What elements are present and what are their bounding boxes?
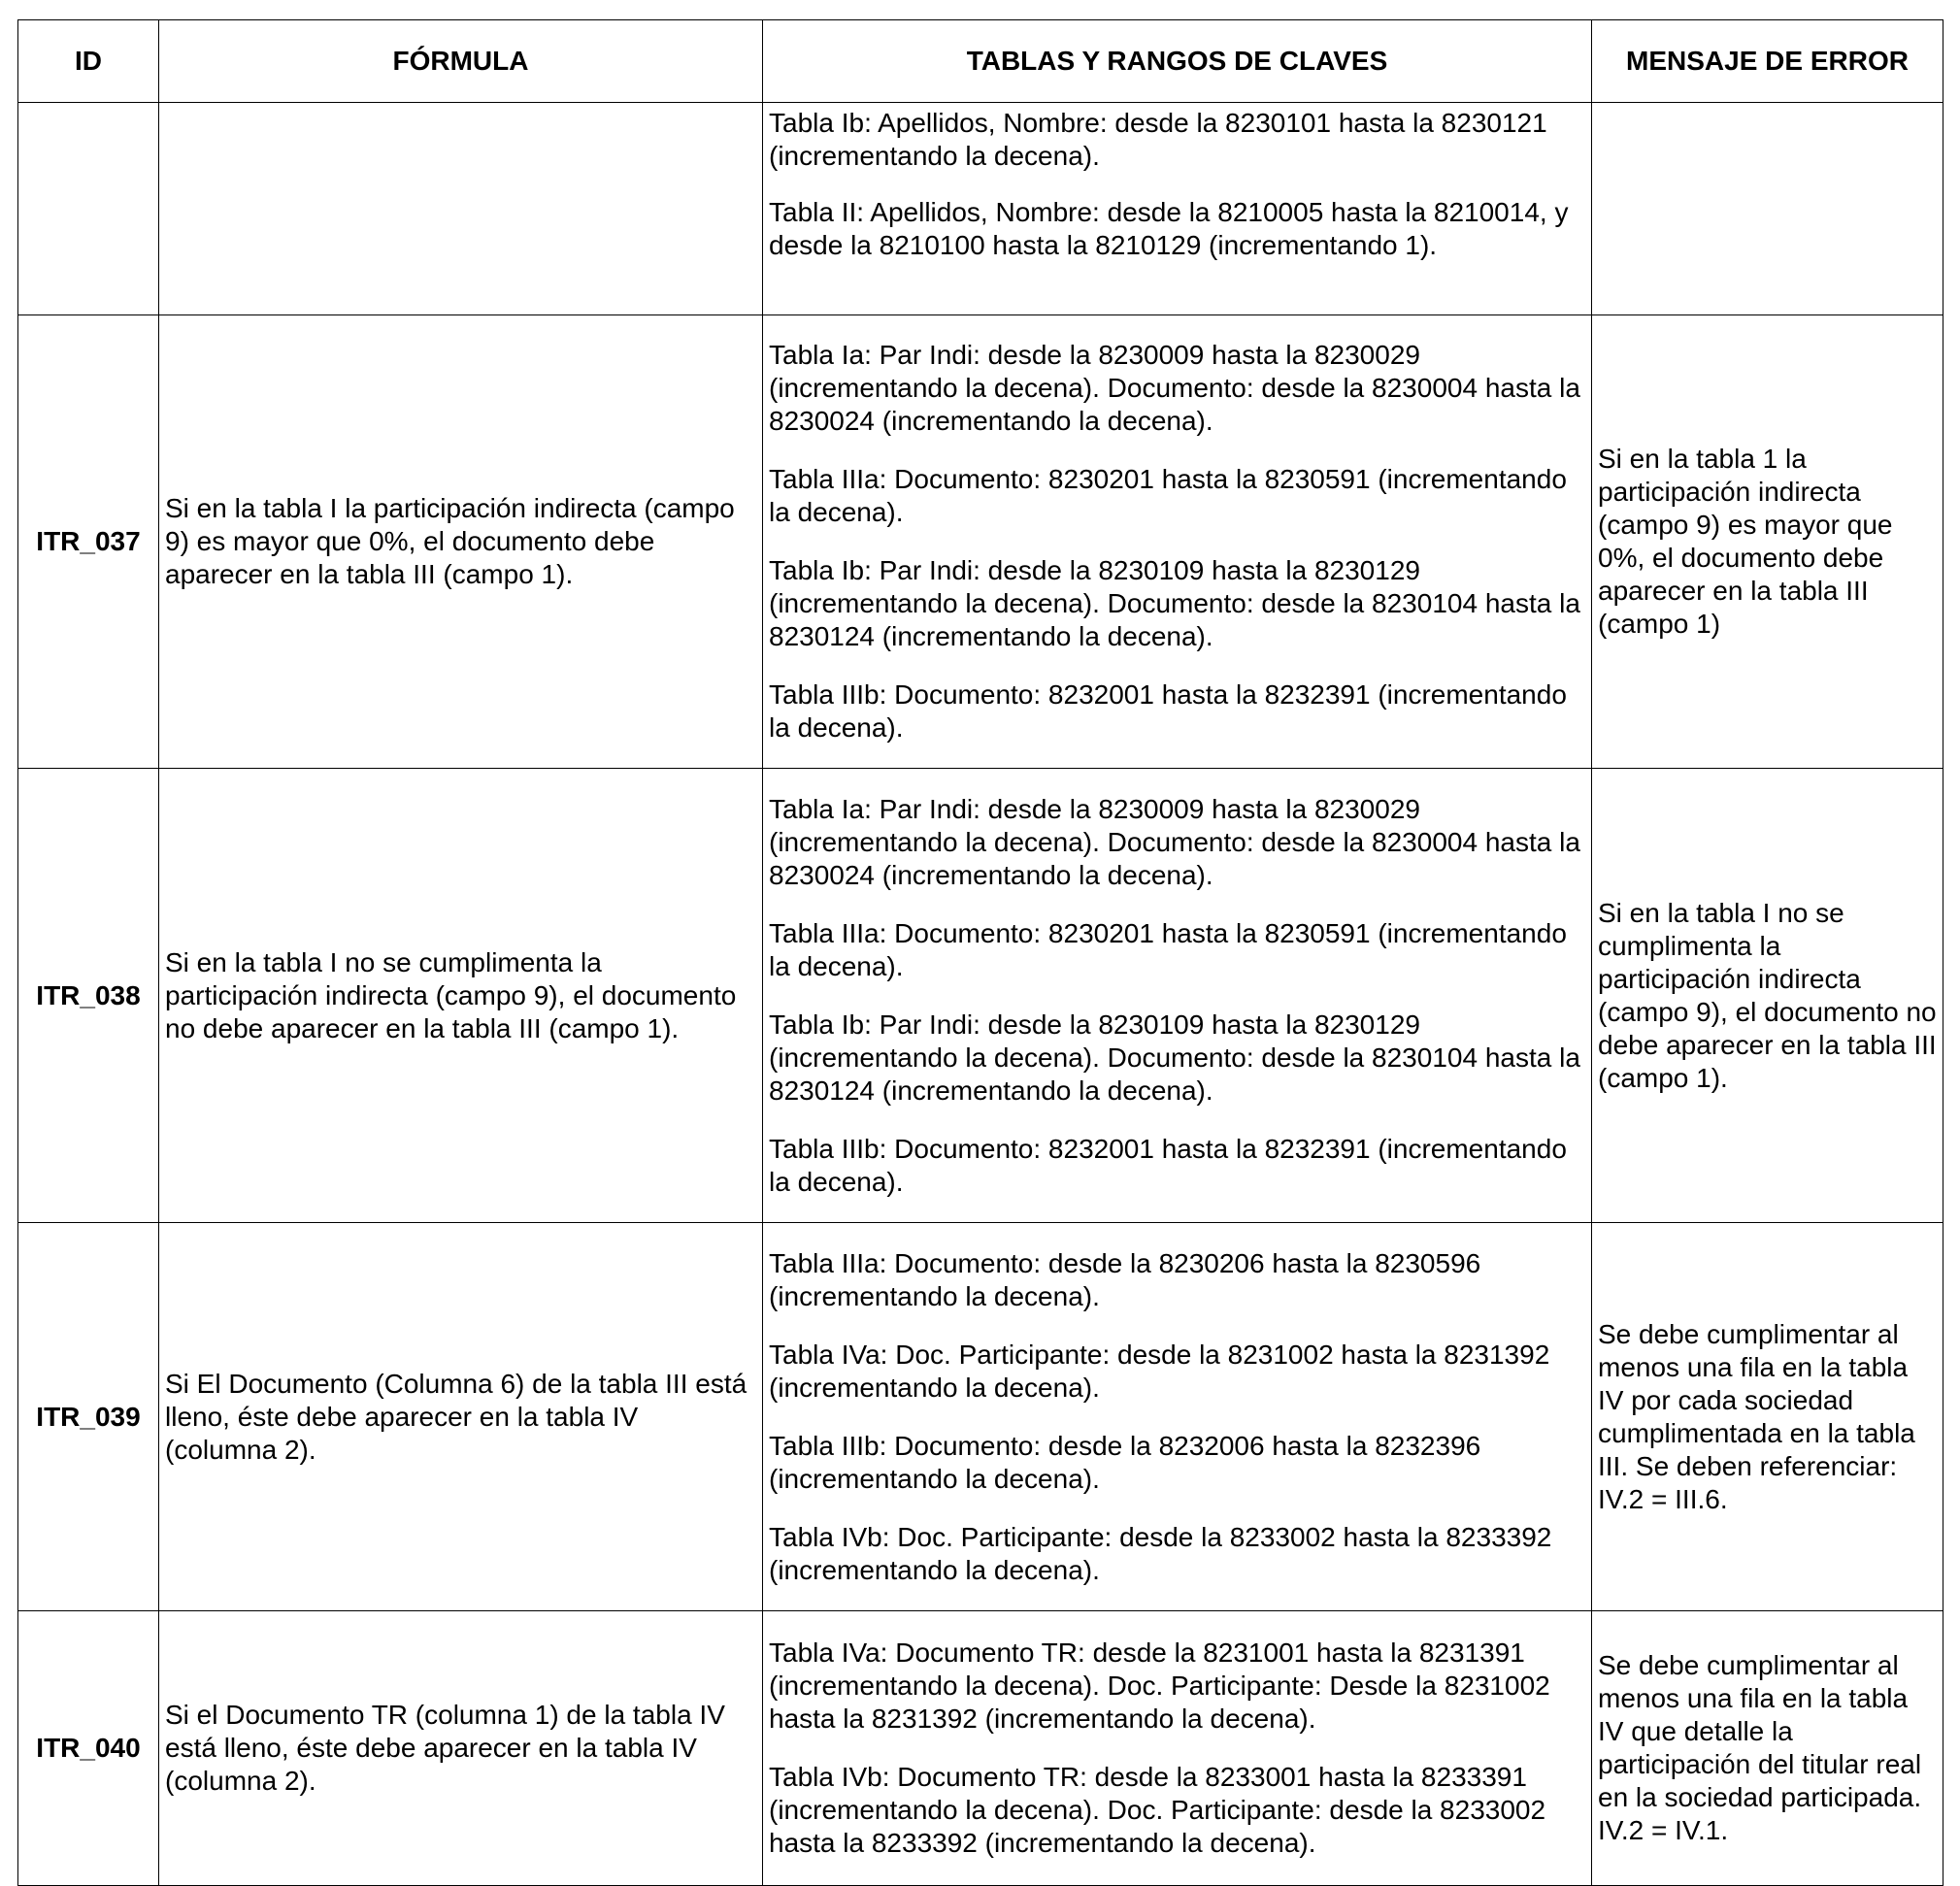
range-entry: Tabla IVa: Doc. Participante: desde la 8231002 hasta la 8231392 (incrementando la decena). bbox=[769, 1339, 1550, 1403]
row-formula bbox=[159, 103, 763, 315]
row-formula: Si en la tabla I no se cumplimenta la participación indirecta (campo 9), el documento no debe aparecer en la tabla III (campo 1). bbox=[159, 769, 763, 1223]
row-id: ITR_038 bbox=[18, 769, 159, 1223]
range-entry: Tabla IIIb: Documento: 8232001 hasta la 8232391 (incrementando la decena). bbox=[769, 679, 1567, 743]
range-entry: Tabla Ib: Apellidos, Nombre: desde la 8230101 hasta la 8230121 (incrementando la decena). bbox=[769, 108, 1547, 171]
range-entry: Tabla Ib: Par Indi: desde la 8230109 hasta la 8230129 (incrementando la decena). Documento: desde la 8230104 hasta la 8230124 (incrementando la decena). bbox=[769, 555, 1580, 651]
range-entry: Tabla Ia: Par Indi: desde la 8230009 hasta la 8230029 (incrementando la decena). Documento: desde la 8230004 hasta la 8230024 (incrementando la decena). bbox=[769, 340, 1580, 436]
row-id bbox=[18, 103, 159, 315]
range-entry: Tabla IIIb: Documento: 8232001 hasta la 8232391 (incrementando la decena). bbox=[769, 1133, 1567, 1197]
row-message: Si en la tabla I no se cumplimenta la participación indirecta (campo 9), el documento no debe aparecer en la tabla III (campo 1). bbox=[1592, 769, 1943, 1223]
row-formula: Si el Documento TR (columna 1) de la tabla IV está lleno, éste debe aparecer en la tabla IV (columna 2). bbox=[159, 1611, 763, 1886]
row-message bbox=[1592, 103, 1943, 315]
range-entry: Tabla Ib: Par Indi: desde la 8230109 hasta la 8230129 (incrementando la decena). Documento: desde la 8230104 hasta la 8230124 (incrementando la decena). bbox=[769, 1009, 1580, 1106]
table-row bbox=[18, 769, 1943, 1223]
range-entry: Tabla II: Apellidos, Nombre: desde la 8210005 hasta la 8210014, y desde la 8210100 hasta la 8210129 (incrementando 1). bbox=[769, 197, 1569, 260]
range-entry: Tabla IVb: Documento TR: desde la 8233001 hasta la 8233391 (incrementando la decena). Doc. Participante: desde la 8233002 hasta la 8233392 (incrementando la decena). bbox=[769, 1762, 1546, 1858]
row-ranges bbox=[763, 103, 1592, 315]
table-row bbox=[18, 1611, 1943, 1886]
validation-rules-table bbox=[17, 19, 1943, 1886]
row-id: ITR_039 bbox=[18, 1223, 159, 1611]
range-entry: Tabla IIIa: Documento: 8230201 hasta la 8230591 (incrementando la decena). bbox=[769, 917, 1567, 981]
row-id: ITR_040 bbox=[18, 1611, 159, 1886]
range-entry: Tabla Ia: Par Indi: desde la 8230009 hasta la 8230029 (incrementando la decena). Documento: desde la 8230004 hasta la 8230024 (incrementando la decena). bbox=[769, 793, 1580, 890]
table-row bbox=[18, 1223, 1943, 1611]
table-row bbox=[18, 103, 1943, 315]
row-id: ITR_037 bbox=[18, 315, 159, 769]
header-message: MENSAJE DE ERROR bbox=[1592, 20, 1943, 103]
row-formula: Si El Documento (Columna 6) de la tabla III está lleno, éste debe aparecer en la tabla IV (columna 2). bbox=[159, 1223, 763, 1611]
row-message: Si en la tabla 1 la participación indirecta (campo 9) es mayor que 0%, el documento debe aparecer en la tabla III (campo 1) bbox=[1592, 315, 1943, 769]
table-row bbox=[18, 315, 1943, 769]
range-entry: Tabla IVb: Doc. Participante: desde la 8233002 hasta la 8233392 (incrementando la decena). bbox=[769, 1521, 1552, 1585]
row-ranges bbox=[763, 769, 1592, 1223]
range-entry: Tabla IIIa: Documento: 8230201 hasta la 8230591 (incrementando la decena). bbox=[769, 464, 1567, 527]
header-ranges: TABLAS Y RANGOS DE CLAVES bbox=[763, 20, 1592, 103]
header-id: ID bbox=[18, 20, 159, 103]
range-entry: Tabla IVa: Documento TR: desde la 8231001 hasta la 8231391 (incrementando la decena). Doc. Participante: Desde la 8231002 hasta la 8231392 (incrementando la decena). bbox=[769, 1638, 1550, 1734]
row-message: Se debe cumplimentar al menos una fila en la tabla IV por cada sociedad cumplimentada en la tabla III. Se deben referenciar: IV.2 = III.6. bbox=[1592, 1223, 1943, 1611]
row-ranges bbox=[763, 315, 1592, 769]
header-row bbox=[18, 20, 1943, 103]
range-entry: Tabla IIIb: Documento: desde la 8232006 hasta la 8232396 (incrementando la decena). bbox=[769, 1430, 1481, 1494]
range-entry: Tabla IIIa: Documento: desde la 8230206 hasta la 8230596 (incrementando la decena). bbox=[769, 1247, 1481, 1311]
row-ranges bbox=[763, 1223, 1592, 1611]
header-formula: FÓRMULA bbox=[159, 20, 763, 103]
row-formula: Si en la tabla I la participación indirecta (campo 9) es mayor que 0%, el documento debe aparecer en la tabla III (campo 1). bbox=[159, 315, 763, 769]
row-message: Se debe cumplimentar al menos una fila en la tabla IV que detalle la participación del titular real en la sociedad participada. IV.2 = IV.1. bbox=[1592, 1611, 1943, 1886]
row-ranges bbox=[763, 1611, 1592, 1886]
